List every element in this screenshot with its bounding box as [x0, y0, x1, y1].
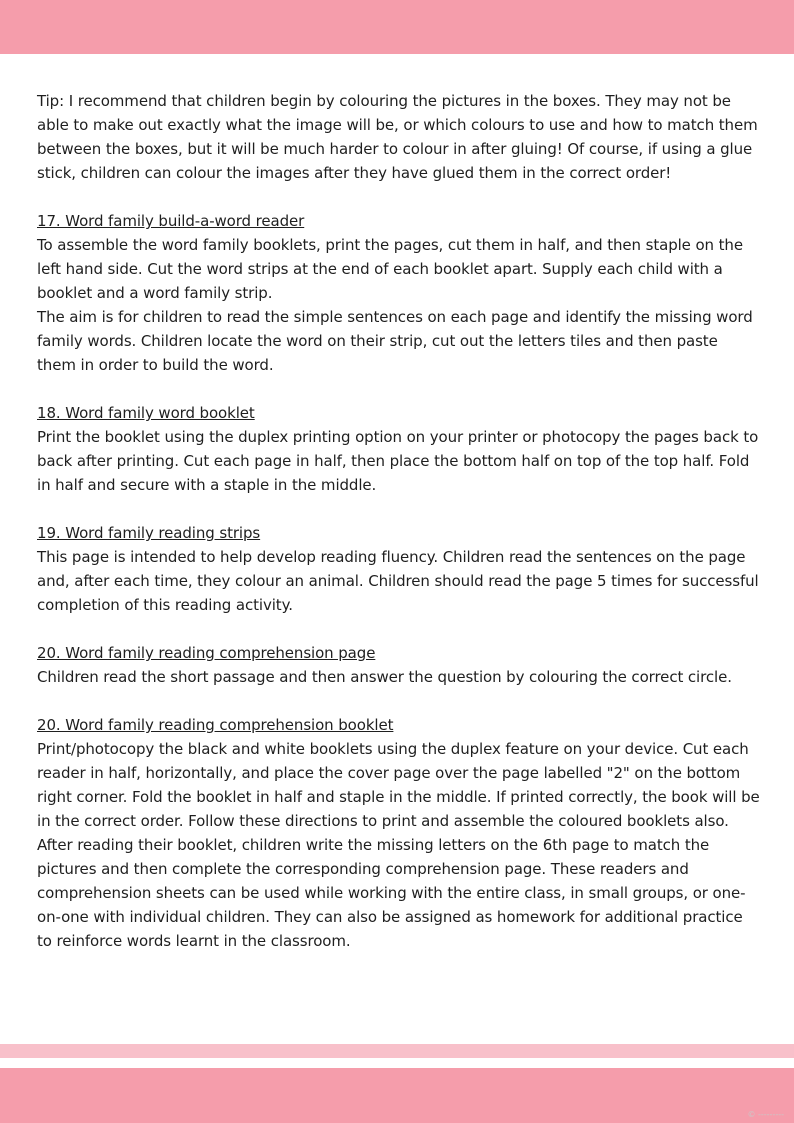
top-band — [0, 0, 794, 54]
section-paragraph: To assemble the word family booklets, print the pages, cut them in half, and then staple on the left hand side. Cut the word strips at the end of each booklet apart. Supply each child with a booklet and a word family strip. — [37, 236, 743, 302]
section-heading: 20. Word family reading comprehension booklet — [37, 716, 394, 734]
instructions-content — [37, 89, 761, 953]
section-heading: 18. Word family word booklet — [37, 404, 255, 422]
section-20-booklet — [37, 713, 761, 953]
section-heading: 20. Word family reading comprehension page — [37, 644, 376, 662]
section-paragraph: This page is intended to help develop reading fluency. Children read the sentences on the page and, after each time, they colour an animal. Children should read the page 5 times for successful completion of this reading activity. — [37, 548, 759, 614]
section-18 — [37, 401, 761, 497]
bottom-band — [0, 1068, 794, 1123]
section-paragraph: Print/photocopy the black and white booklets using the duplex feature on your device. Cut each reader in half, horizontally, and place the cover page over the page labelled "2" on the bottom right corner. Fold the booklet in half and staple in the middle. If printed correctly, the book will be in the correct order. Follow these directions to print and assemble the coloured booklets also. — [37, 740, 760, 830]
watermark: © --------- — [747, 1110, 784, 1119]
section-heading: 17. Word family build-a-word reader — [37, 212, 305, 230]
section-paragraph: After reading their booklet, children write the missing letters on the 6th page to match the pictures and then complete the corresponding comprehension page. These readers and comprehension sheets can be used while working with the entire class, in small groups, or one-on-one with individual children. They can also be assigned as homework for additional practice to reinforce words learnt in the classroom. — [37, 836, 746, 950]
section-19 — [37, 521, 761, 617]
section-paragraph: The aim is for children to read the simple sentences on each page and identify the missing word family words. Children locate the word on their strip, cut out the letters tiles and then paste them in order to build the word. — [37, 308, 753, 374]
footer-stripe — [0, 1044, 794, 1058]
tip-paragraph: Tip: I recommend that children begin by colouring the pictures in the boxes. They may not be able to make out exactly what the image will be, or which colours to use and how to match them between the boxes, but it will be much harder to colour in after gluing! Of course, if using a glue stick, children can colour the images after they have glued them in the correct order! — [37, 92, 758, 182]
section-paragraph: Children read the short passage and then answer the question by colouring the correct circle. — [37, 668, 732, 686]
section-20-page — [37, 641, 761, 689]
section-17 — [37, 209, 761, 377]
section-heading: 19. Word family reading strips — [37, 524, 261, 542]
section-paragraph: Print the booklet using the duplex printing option on your printer or photocopy the pages back to back after printing. Cut each page in half, then place the bottom half on top of the top half. Fold in half and secure with a staple in the middle. — [37, 428, 759, 494]
